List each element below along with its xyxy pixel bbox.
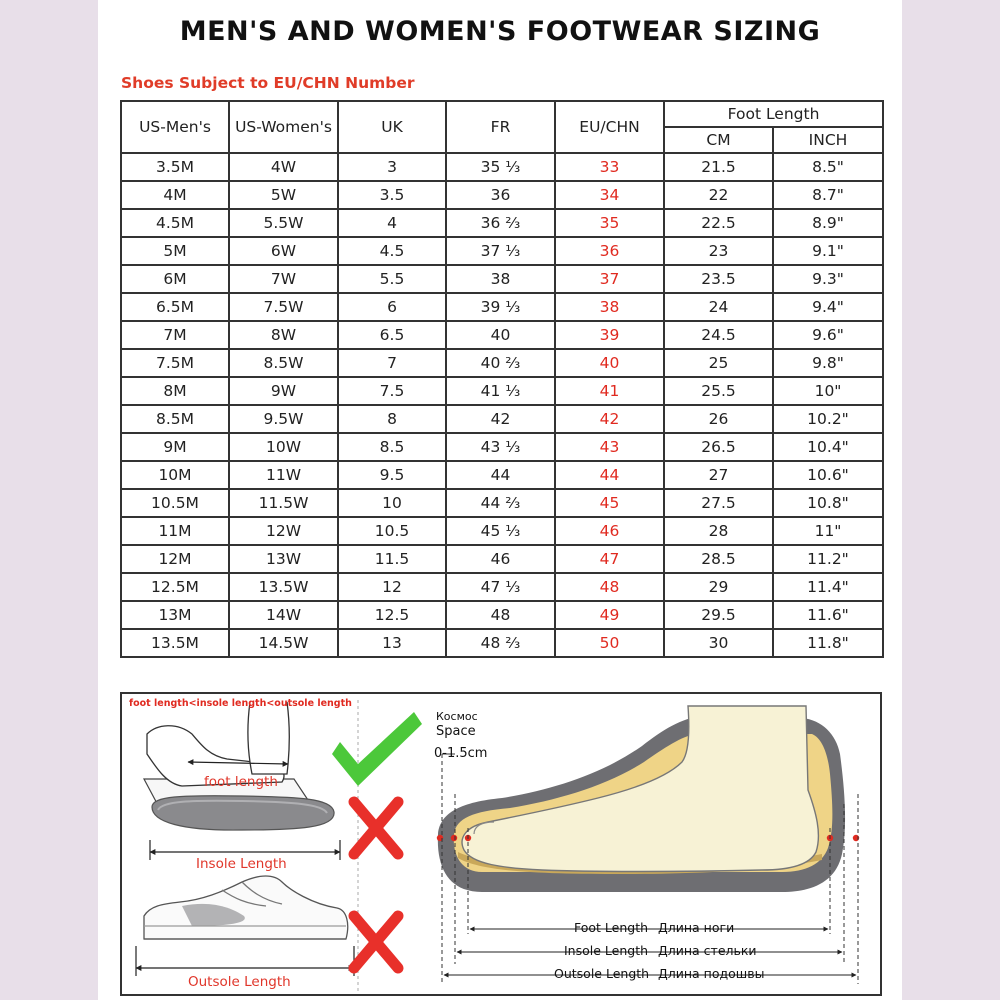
cell-inch: 11.6" (773, 601, 883, 629)
cell-uk: 10 (338, 489, 446, 517)
cell-us-men: 9M (121, 433, 229, 461)
cell-cm: 28 (664, 517, 773, 545)
cell-uk: 7 (338, 349, 446, 377)
cell-us-men: 4.5M (121, 209, 229, 237)
cell-eu-chn: 50 (555, 629, 664, 657)
table-subtitle: Shoes Subject to EU/CHN Number (121, 74, 415, 92)
cell-cm: 25 (664, 349, 773, 377)
cell-uk: 5.5 (338, 265, 446, 293)
cell-fr: 45 ⅓ (446, 517, 555, 545)
cell-us-women: 5.5W (229, 209, 338, 237)
cell-eu-chn: 34 (555, 181, 664, 209)
cell-us-men: 13.5M (121, 629, 229, 657)
cell-us-men: 6M (121, 265, 229, 293)
cell-cm: 25.5 (664, 377, 773, 405)
cell-us-women: 11W (229, 461, 338, 489)
cell-eu-chn: 46 (555, 517, 664, 545)
cell-inch: 11.2" (773, 545, 883, 573)
cell-inch: 8.5" (773, 153, 883, 181)
cell-cm: 23 (664, 237, 773, 265)
cell-inch: 10" (773, 377, 883, 405)
cell-uk: 12.5 (338, 601, 446, 629)
cell-fr: 48 (446, 601, 555, 629)
cell-us-men: 12M (121, 545, 229, 573)
cell-cm: 30 (664, 629, 773, 657)
cell-inch: 9.3" (773, 265, 883, 293)
cell-us-women: 4W (229, 153, 338, 181)
cell-eu-chn: 39 (555, 321, 664, 349)
cell-us-women: 6W (229, 237, 338, 265)
cell-us-men: 4M (121, 181, 229, 209)
size-chart-table (120, 100, 884, 658)
cell-cm: 26 (664, 405, 773, 433)
length-order-note: foot length<insole length<outsole length (129, 698, 352, 709)
table-row (121, 573, 883, 601)
check-icon (332, 712, 422, 786)
insole-length-en: Insole Length (564, 943, 649, 958)
cell-fr: 42 (446, 405, 555, 433)
cell-cm: 21.5 (664, 153, 773, 181)
cell-us-men: 12.5M (121, 573, 229, 601)
cell-fr: 47 ⅓ (446, 573, 555, 601)
cell-uk: 6 (338, 293, 446, 321)
cell-uk: 9.5 (338, 461, 446, 489)
table-row (121, 153, 883, 181)
cell-inch: 9.4" (773, 293, 883, 321)
insole-length-ru: Длина стельки (658, 943, 757, 958)
cell-fr: 44 (446, 461, 555, 489)
table-row (121, 405, 883, 433)
cell-inch: 10.4" (773, 433, 883, 461)
table-row (121, 293, 883, 321)
cell-uk: 11.5 (338, 545, 446, 573)
table-row (121, 321, 883, 349)
cell-us-women: 7.5W (229, 293, 338, 321)
cell-fr: 44 ⅔ (446, 489, 555, 517)
cell-us-men: 10M (121, 461, 229, 489)
cell-us-women: 13.5W (229, 573, 338, 601)
cell-fr: 43 ⅓ (446, 433, 555, 461)
foot-length-label: foot length (204, 774, 278, 790)
table-row (121, 461, 883, 489)
header-us-men: US-Men's (121, 101, 229, 153)
cell-eu-chn: 49 (555, 601, 664, 629)
header-fr: FR (446, 101, 555, 153)
cell-inch: 8.7" (773, 181, 883, 209)
cell-uk: 3.5 (338, 181, 446, 209)
cell-us-women: 12W (229, 517, 338, 545)
table-row (121, 209, 883, 237)
cell-eu-chn: 48 (555, 573, 664, 601)
cell-eu-chn: 42 (555, 405, 664, 433)
cell-uk: 3 (338, 153, 446, 181)
cell-us-women: 14W (229, 601, 338, 629)
insole-length-label: Insole Length (196, 856, 287, 872)
cell-cm: 29 (664, 573, 773, 601)
cell-us-women: 11.5W (229, 489, 338, 517)
header-row (121, 101, 883, 127)
cell-eu-chn: 37 (555, 265, 664, 293)
measurement-diagram-svg (122, 694, 882, 996)
space-label-en: Space (436, 724, 476, 739)
foot-on-paper-illustration (144, 702, 314, 809)
cell-cm: 29.5 (664, 601, 773, 629)
cell-uk: 12 (338, 573, 446, 601)
header-uk: UK (338, 101, 446, 153)
cell-fr: 36 (446, 181, 555, 209)
outsole-length-label: Outsole Length (188, 974, 291, 990)
cell-uk: 10.5 (338, 517, 446, 545)
table-row (121, 349, 883, 377)
cell-fr: 41 ⅓ (446, 377, 555, 405)
cell-us-women: 5W (229, 181, 338, 209)
cell-eu-chn: 35 (555, 209, 664, 237)
cell-fr: 35 ⅓ (446, 153, 555, 181)
cell-us-men: 5M (121, 237, 229, 265)
cell-uk: 7.5 (338, 377, 446, 405)
cell-uk: 6.5 (338, 321, 446, 349)
cell-us-men: 3.5M (121, 153, 229, 181)
cell-us-men: 7M (121, 321, 229, 349)
table-row (121, 433, 883, 461)
cell-uk: 13 (338, 629, 446, 657)
cell-cm: 28.5 (664, 545, 773, 573)
cell-us-women: 8.5W (229, 349, 338, 377)
cell-inch: 11.4" (773, 573, 883, 601)
cell-fr: 40 ⅔ (446, 349, 555, 377)
table-row (121, 545, 883, 573)
cell-us-women: 8W (229, 321, 338, 349)
cell-uk: 4.5 (338, 237, 446, 265)
cell-us-women: 13W (229, 545, 338, 573)
cell-inch: 10.8" (773, 489, 883, 517)
header-foot-length: Foot Length (664, 101, 883, 127)
cell-inch: 8.9" (773, 209, 883, 237)
space-label-ru: Космос (436, 710, 478, 723)
cross-icon-insole (354, 802, 398, 854)
cell-cm: 23.5 (664, 265, 773, 293)
cell-us-men: 7.5M (121, 349, 229, 377)
cell-eu-chn: 36 (555, 237, 664, 265)
cell-us-men: 8M (121, 377, 229, 405)
cell-inch: 10.6" (773, 461, 883, 489)
cell-eu-chn: 43 (555, 433, 664, 461)
cell-fr: 48 ⅔ (446, 629, 555, 657)
header-inch: INCH (773, 127, 883, 153)
measurement-diagram-panel (120, 692, 882, 996)
table-row (121, 517, 883, 545)
sneaker-illustration (136, 876, 354, 976)
cell-uk: 8.5 (338, 433, 446, 461)
table-row (121, 629, 883, 657)
cell-uk: 4 (338, 209, 446, 237)
page-title: MEN'S AND WOMEN'S FOOTWEAR SIZING (179, 16, 821, 47)
cell-inch: 11.8" (773, 629, 883, 657)
cell-cm: 27 (664, 461, 773, 489)
table-row (121, 265, 883, 293)
cell-fr: 39 ⅓ (446, 293, 555, 321)
cell-inch: 11" (773, 517, 883, 545)
cell-us-women: 9W (229, 377, 338, 405)
cell-us-women: 9.5W (229, 405, 338, 433)
cell-eu-chn: 33 (555, 153, 664, 181)
header-us-women: US-Women's (229, 101, 338, 153)
outsole-length-ru: Длина подошвы (658, 966, 765, 981)
cell-fr: 36 ⅔ (446, 209, 555, 237)
cell-cm: 22 (664, 181, 773, 209)
insole-illustration (150, 796, 340, 860)
cell-us-women: 7W (229, 265, 338, 293)
table-row (121, 377, 883, 405)
cell-fr: 46 (446, 545, 555, 573)
cell-eu-chn: 45 (555, 489, 664, 517)
cell-cm: 24 (664, 293, 773, 321)
cell-cm: 22.5 (664, 209, 773, 237)
cell-cm: 26.5 (664, 433, 773, 461)
cell-us-men: 11M (121, 517, 229, 545)
size-table-body (121, 153, 883, 657)
header-eu-chn: EU/CHN (555, 101, 664, 153)
cell-us-men: 13M (121, 601, 229, 629)
outsole-length-en: Outsole Length (554, 966, 650, 981)
table-row (121, 601, 883, 629)
cell-eu-chn: 41 (555, 377, 664, 405)
cell-us-men: 8.5M (121, 405, 229, 433)
cell-inch: 9.6" (773, 321, 883, 349)
table-row (121, 237, 883, 265)
cell-fr: 40 (446, 321, 555, 349)
cell-eu-chn: 44 (555, 461, 664, 489)
cell-inch: 9.1" (773, 237, 883, 265)
cell-cm: 24.5 (664, 321, 773, 349)
space-range-label: 0-1.5cm (434, 746, 488, 761)
foot-length-ru: Длина ноги (658, 920, 735, 935)
cell-eu-chn: 38 (555, 293, 664, 321)
table-row (121, 181, 883, 209)
cell-inch: 9.8" (773, 349, 883, 377)
header-cm: CM (664, 127, 773, 153)
cell-us-men: 10.5M (121, 489, 229, 517)
cell-uk: 8 (338, 405, 446, 433)
cell-us-men: 6.5M (121, 293, 229, 321)
table-row (121, 489, 883, 517)
cross-icon-outsole (354, 916, 398, 968)
cell-fr: 38 (446, 265, 555, 293)
foot-length-en: Foot Length (574, 920, 649, 935)
cell-eu-chn: 47 (555, 545, 664, 573)
cell-fr: 37 ⅓ (446, 237, 555, 265)
cell-us-women: 10W (229, 433, 338, 461)
cell-eu-chn: 40 (555, 349, 664, 377)
cell-us-women: 14.5W (229, 629, 338, 657)
cell-inch: 10.2" (773, 405, 883, 433)
cell-cm: 27.5 (664, 489, 773, 517)
